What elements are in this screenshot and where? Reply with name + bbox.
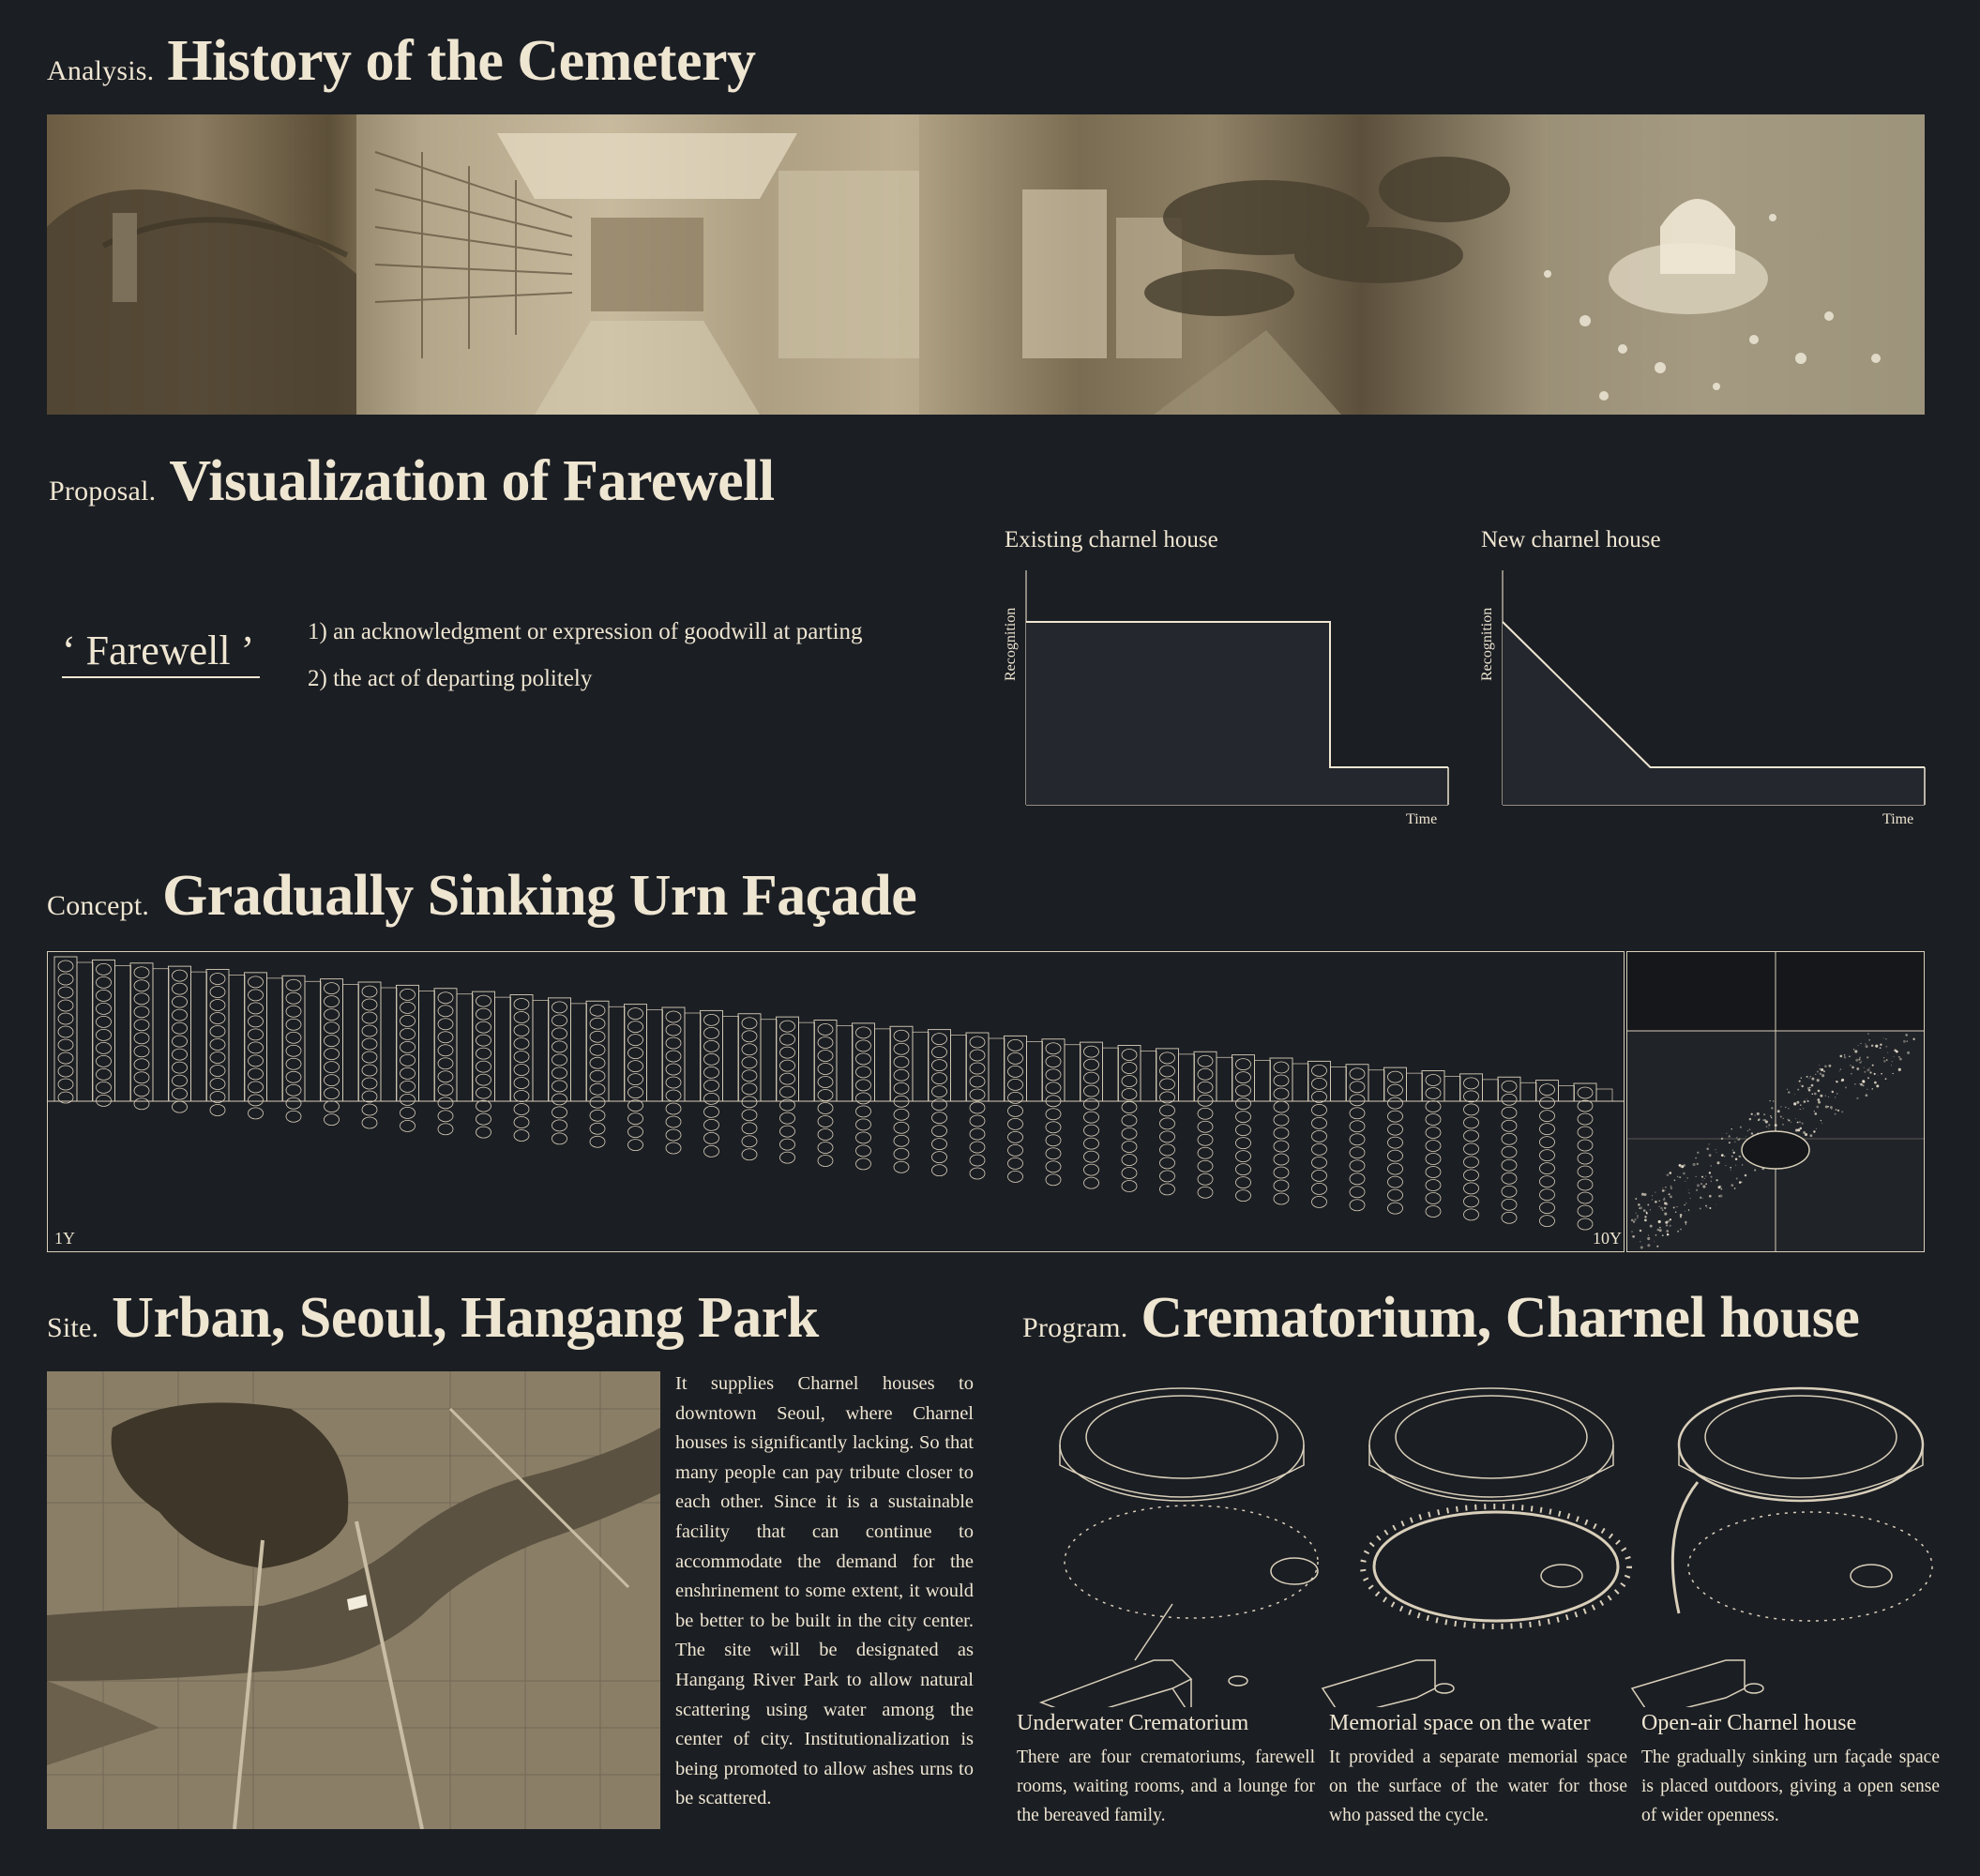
urn-column	[662, 1007, 701, 1154]
urn-column	[1460, 1074, 1499, 1220]
memorial-water-diagram	[1323, 1388, 1629, 1707]
chart-new-title: New charnel house	[1481, 527, 1661, 552]
x-axis-label: Time	[1882, 811, 1914, 827]
proposal-heading	[49, 448, 775, 515]
urn-column	[966, 1033, 1005, 1179]
urn-column	[245, 973, 283, 1119]
program-title: Crematorium, Charnel house	[1141, 1286, 1860, 1350]
urn-column	[549, 998, 587, 1144]
urn-column	[1384, 1067, 1423, 1214]
urn-column	[929, 1030, 967, 1176]
program-item-1-text: There are four crematoriums, farewell rooms, waiting rooms, and a lounge for the bereaved family.	[1017, 1747, 1315, 1825]
site-description: It supplies Charnel houses to downtown Seoul, where Charnel houses is significantly lacking. So that many people can pay tribute closer to each other. Since it is a sustainable facility that can continue to accommodate the demand for the enshrinement to some extent, it would be better to be built in the city center. The site will be designated as Hangang River Park to allow natural scattering using water among the center of city. Institutionalization is being promoted to allow ashes urns to be scattered.	[675, 1373, 974, 1809]
program-item-1-heading: Underwater Crematorium	[1017, 1711, 1249, 1735]
sinking-urn-facade-diagram	[47, 951, 1925, 1253]
cemetery-panorama-image	[47, 114, 1925, 415]
chart-existing-title: Existing charnel house	[1005, 527, 1218, 552]
concept-heading	[47, 863, 916, 930]
urn-column	[1194, 1051, 1232, 1198]
analysis-heading	[47, 28, 756, 95]
open-air-charnel-diagram	[1632, 1388, 1932, 1707]
concept-label: Concept.	[47, 890, 150, 921]
urn-column	[93, 960, 131, 1106]
urn-column	[1574, 1083, 1612, 1230]
urn-columns	[54, 957, 1612, 1230]
analysis-label: Analysis.	[47, 55, 155, 86]
concept-title: Gradually Sinking Urn Façade	[162, 864, 917, 928]
urn-column	[1232, 1055, 1271, 1202]
urn-column	[358, 982, 397, 1128]
urn-column	[397, 985, 435, 1131]
program-item-2-heading: Memorial space on the water	[1329, 1711, 1591, 1735]
urn-column	[54, 957, 93, 1103]
underwater-crematorium-diagram	[1041, 1388, 1318, 1707]
urn-column	[814, 1021, 853, 1167]
facade-start-label: 1Y	[54, 1229, 75, 1248]
urn-column	[1346, 1065, 1384, 1211]
urn-column	[510, 995, 549, 1142]
urn-column	[1498, 1077, 1536, 1223]
urn-column	[625, 1005, 663, 1151]
site-aerial-map	[47, 1371, 660, 1829]
urn-column	[1422, 1071, 1460, 1218]
urn-column	[1042, 1039, 1081, 1186]
urn-column	[206, 970, 245, 1116]
proposal-label: Proposal.	[49, 476, 157, 507]
urn-column	[777, 1017, 815, 1163]
chart-existing	[994, 563, 1463, 844]
urn-column	[890, 1026, 929, 1172]
recognition-area	[1026, 622, 1448, 805]
urn-column	[321, 979, 359, 1126]
program-item-3-text: The gradually sinking urn façade space is placed outdoors, giving a open sense of wider openness.	[1641, 1747, 1940, 1825]
urn-column	[1270, 1058, 1308, 1204]
urn-column	[434, 989, 473, 1135]
urn-column	[701, 1010, 739, 1157]
urn-column	[1081, 1042, 1119, 1188]
program-heading	[1022, 1285, 1859, 1352]
urn-column	[169, 966, 207, 1112]
x-axis-label: Time	[1406, 811, 1438, 827]
y-axis-label: Recognition	[1003, 607, 1019, 681]
y-axis-label: Recognition	[1479, 607, 1495, 681]
recognition-area	[1503, 622, 1925, 805]
urn-ring-inset	[1742, 1131, 1809, 1169]
definition-1: 1) an acknowledgment or expression of goodwill at parting	[308, 619, 863, 644]
site-title: Urban, Seoul, Hangang Park	[112, 1286, 819, 1350]
program-item-3-heading: Open-air Charnel house	[1641, 1711, 1857, 1735]
site-heading	[47, 1285, 819, 1352]
program-label: Program.	[1022, 1312, 1128, 1343]
program-item-2-text: It provided a separate memorial space on the surface of the water for those who passed the cycle.	[1329, 1747, 1627, 1825]
urn-column	[853, 1023, 891, 1170]
program-axonometric-diagrams	[1022, 1379, 1960, 1707]
farewell-term: ‘ Farewell ’	[62, 627, 260, 678]
urn-column	[1536, 1081, 1575, 1227]
site-label: Site.	[47, 1312, 99, 1343]
urn-column	[473, 991, 511, 1138]
urn-column	[1156, 1049, 1195, 1195]
urn-column	[1308, 1061, 1347, 1207]
urn-column	[1118, 1046, 1156, 1192]
analysis-title: History of the Cemetery	[167, 29, 756, 93]
urn-column	[1005, 1036, 1043, 1182]
urn-column	[738, 1014, 777, 1160]
urn-column	[586, 1001, 625, 1147]
urn-column	[282, 976, 321, 1122]
facade-end-label: 10Y	[1593, 1229, 1622, 1248]
proposal-title: Visualization of Farewell	[169, 449, 775, 513]
chart-new	[1471, 563, 1940, 844]
definition-2: 2) the act of departing politely	[308, 666, 593, 691]
urn-column	[130, 963, 169, 1110]
